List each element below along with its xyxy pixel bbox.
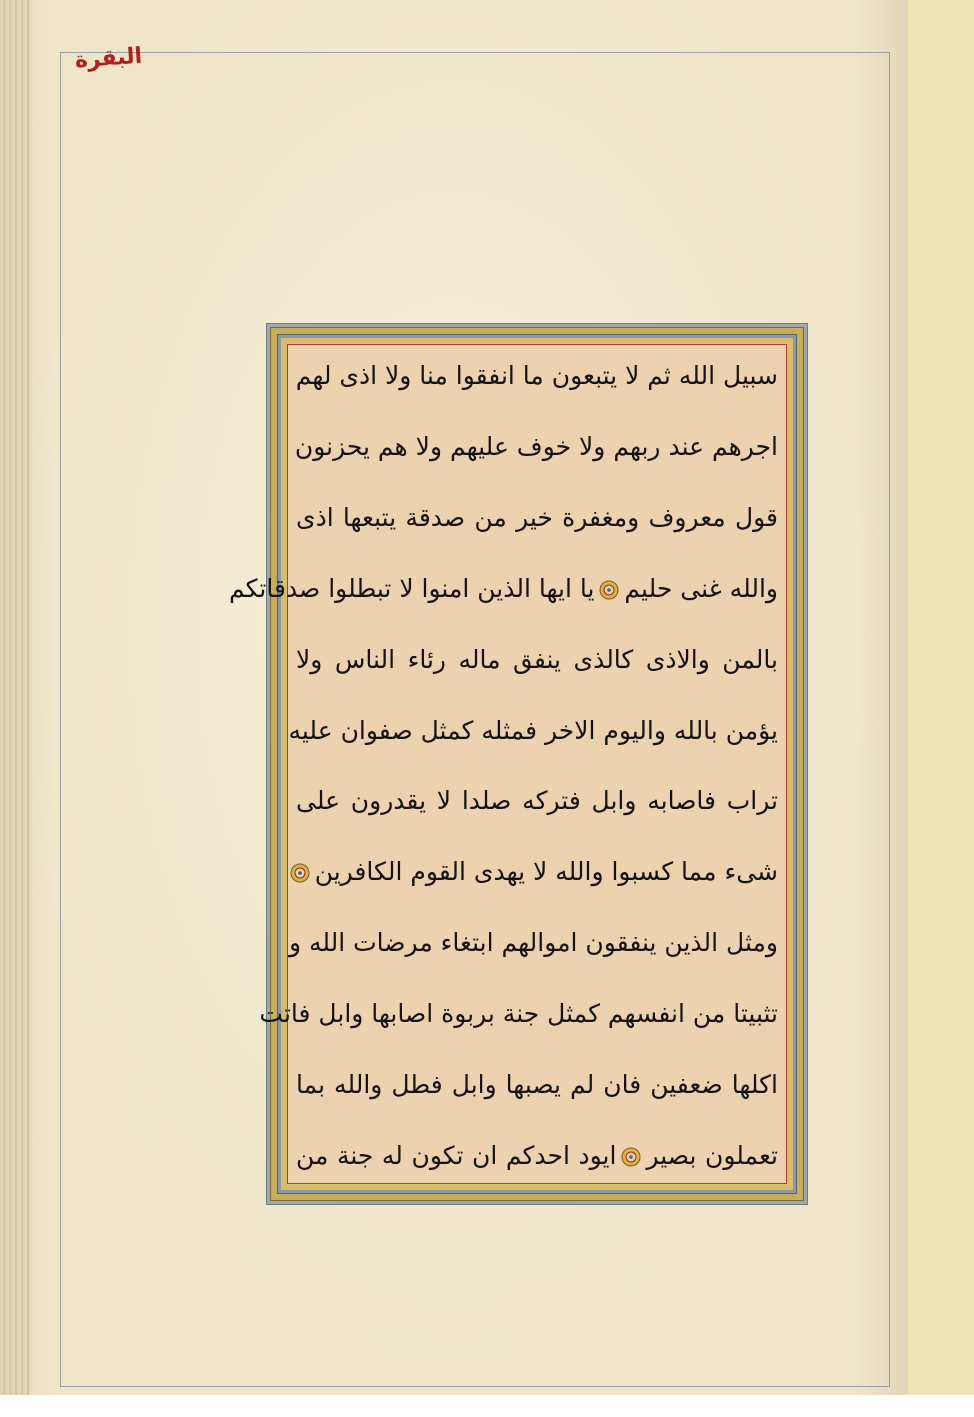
text-frame — [228, 323, 808, 1205]
page-binding-edge — [0, 0, 30, 1395]
text-line-1 — [296, 357, 778, 395]
text-line-3 — [296, 499, 778, 537]
line-text: ومثل الذين ينفقون اموالهم ابتغاء مرضات الله و — [288, 928, 778, 958]
text-line-4 — [228, 570, 778, 608]
line-text: بالمن والاذى كالذى ينفق ماله رئاء الناس ولا — [296, 644, 778, 674]
text-line-2 — [296, 428, 778, 466]
text-line-9 — [288, 924, 778, 962]
line-text: تراب فاصابه وابل فتركه صلدا لا يقدرون على — [296, 786, 778, 816]
text-line-7 — [296, 782, 778, 820]
text-line-5 — [296, 641, 778, 679]
line-text: والله غنى حليم — [624, 573, 778, 603]
line-text: قول معروف ومغفرة خير من صدقة يتبعها اذى — [296, 502, 778, 532]
line-text-after: ايود احدكم ان تكون له جنة من — [296, 1140, 617, 1170]
scan-bottom-margin — [0, 1395, 974, 1417]
text-lines — [228, 357, 778, 1175]
scan-side-margin — [908, 0, 974, 1395]
line-text: يؤمن بالله واليوم الاخر فمثله كمثل صفوان عليه — [288, 715, 778, 745]
text-line-10 — [259, 995, 778, 1033]
line-text: شىء مما كسبوا والله لا يهدى القوم الكافرين — [314, 857, 778, 887]
text-line-8 — [296, 853, 778, 891]
text-line-12 — [296, 1137, 778, 1175]
line-text: تثبيتا من انفسهم كمثل جنة بربوة اصابها وابل فاتت — [259, 999, 778, 1029]
line-text: تعملون بصير — [646, 1140, 778, 1170]
line-text: اجرهم عند ربهم ولا خوف عليهم ولا هم يحزنون — [294, 431, 778, 461]
rosette-verse-marker-icon — [598, 579, 620, 601]
line-text-after: يا ايها الذين امنوا لا تبطلوا صدقاتكم — [228, 573, 595, 603]
rosette-verse-marker-icon — [289, 862, 311, 884]
text-panel — [228, 344, 787, 1184]
surah-catchword: البقرة — [74, 43, 143, 74]
rosette-verse-marker-icon — [620, 1146, 642, 1168]
text-line-11 — [296, 1066, 778, 1104]
line-text: اكلها ضعفين فان لم يصبها وابل فطل والله بما — [296, 1070, 778, 1100]
text-line-6 — [288, 712, 778, 750]
line-text: سبيل الله ثم لا يتبعون ما انفقوا منا ولا اذى لهم — [295, 361, 778, 390]
